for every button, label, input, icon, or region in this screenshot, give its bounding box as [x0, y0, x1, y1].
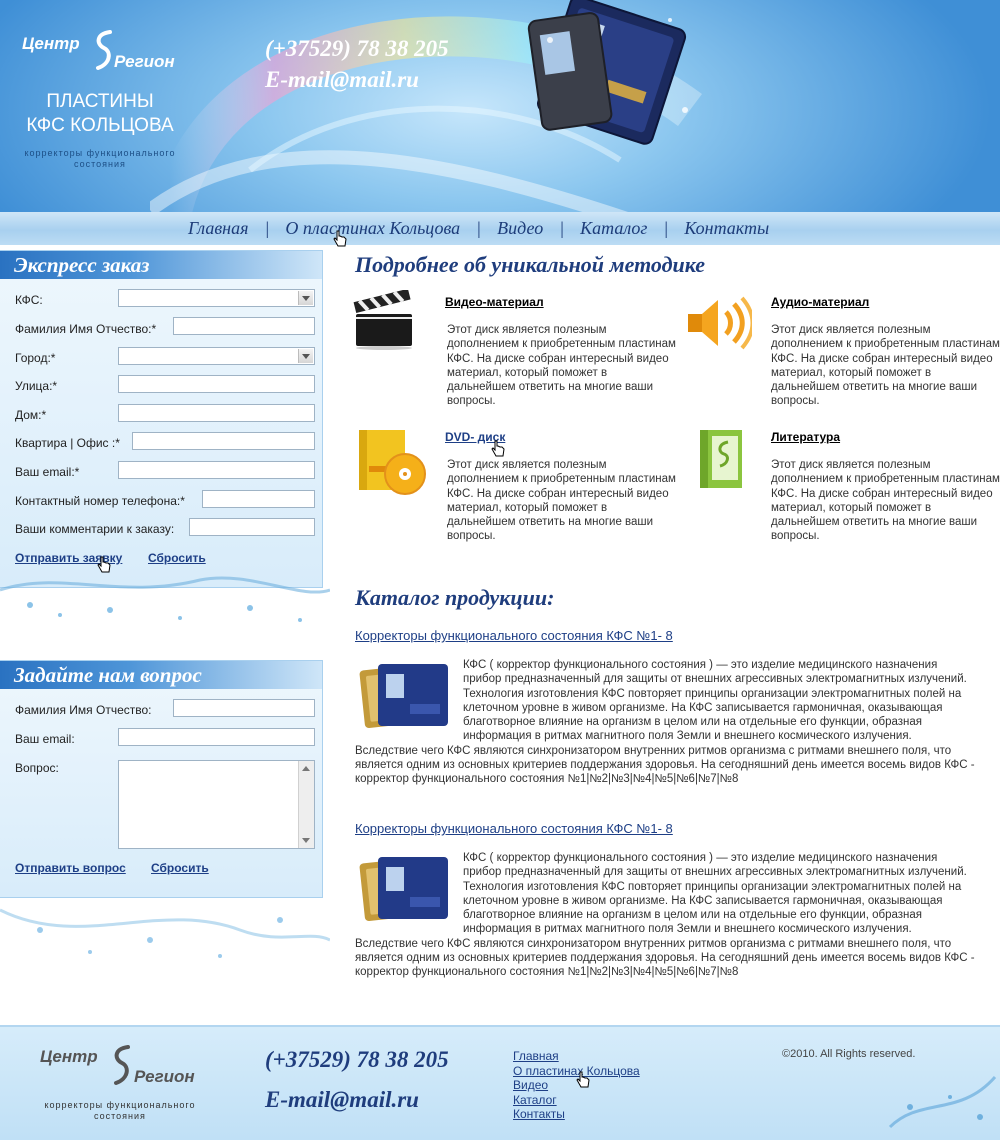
- express-order-header: [0, 251, 322, 279]
- footer-subtitle-line2: состояния: [94, 1111, 146, 1121]
- comments-input[interactable]: [189, 518, 315, 536]
- form-label-street: Улица:*: [15, 379, 58, 393]
- brand-logo[interactable]: [22, 30, 192, 70]
- footer-link-video[interactable]: Видео: [513, 1078, 549, 1092]
- question-label-email: Ваш email:: [15, 732, 75, 746]
- product-description: [355, 658, 975, 787]
- product-image-spacer: [355, 851, 463, 923]
- logo-s-icon: [92, 28, 116, 72]
- site-footer: [0, 1025, 1000, 1140]
- book-icon: [692, 426, 752, 494]
- nav-item-home[interactable]: Главная: [188, 218, 249, 238]
- chevron-down-icon[interactable]: [298, 349, 313, 363]
- question-label-fullname: Фамилия Имя Отчество:: [15, 703, 152, 717]
- water-splash-decoration: [880, 1067, 998, 1137]
- apartment-input[interactable]: [132, 432, 315, 450]
- nav-item-catalog[interactable]: Каталог: [580, 218, 648, 238]
- scrollbar[interactable]: [298, 761, 314, 848]
- question-fullname-input[interactable]: [173, 699, 315, 717]
- reset-order-button[interactable]: Сбросить: [148, 551, 206, 565]
- dvd-box-icon: [355, 426, 430, 498]
- feature-audio-title[interactable]: Аудио-материал: [771, 295, 870, 309]
- feature-literature-text: Этот диск является полезным дополнением к приобретенным пластинам КФС. На диске собран интересный видео материал, который поможет в дальнейшем ответить на многие ваши вопросы.: [771, 459, 1000, 543]
- form-label-phone: Контактный номер телефона:*: [15, 494, 185, 508]
- reset-question-button[interactable]: Сбросить: [151, 861, 209, 875]
- scroll-down-icon[interactable]: [302, 838, 310, 843]
- nav-separator: |: [663, 218, 669, 238]
- copyright: ©2010. All Rights reserved.: [782, 1048, 916, 1060]
- product-title[interactable]: Корректоры функционального состояния КФС №1- 8: [355, 821, 673, 836]
- form-label-house: Дом:*: [15, 408, 47, 422]
- kfs-plates-image: [520, 0, 700, 150]
- footer-link-home[interactable]: Главная: [513, 1049, 559, 1063]
- ask-question-title: Задайте нам вопрос: [14, 663, 202, 687]
- speaker-icon: [682, 294, 752, 352]
- house-input[interactable]: [118, 404, 315, 422]
- footer-logo-word-region: Регион: [134, 1067, 195, 1086]
- brand-subtitle-line1: корректоры функционального: [24, 148, 176, 158]
- hand-cursor-icon: [491, 440, 505, 458]
- question-email-input[interactable]: [118, 728, 315, 746]
- footer-link-contacts[interactable]: Контакты: [513, 1107, 565, 1121]
- site-header: [0, 0, 1000, 212]
- water-splash-decoration: [0, 890, 330, 970]
- question-label-question: Вопрос:: [15, 761, 59, 775]
- footer-link-about-plates[interactable]: О пластинах Кольцова: [513, 1063, 640, 1078]
- brand-title-line2: КФС КОЛЬЦОВА: [26, 115, 174, 136]
- nav-item-contacts[interactable]: Контакты: [684, 218, 770, 238]
- scroll-up-icon[interactable]: [302, 766, 310, 771]
- hand-cursor-icon: [333, 230, 347, 248]
- city-select[interactable]: [118, 347, 315, 365]
- chevron-down-icon[interactable]: [298, 291, 313, 305]
- clapperboard-icon: [352, 290, 418, 350]
- feature-video-title[interactable]: Видео-материал: [445, 295, 544, 309]
- ask-question-header: [0, 661, 322, 689]
- main-nav: [188, 218, 769, 240]
- brand-title: [0, 90, 200, 138]
- nav-separator: |: [476, 218, 482, 238]
- header-phone: (+37529) 78 38 205: [265, 36, 449, 61]
- nav-separator: |: [264, 218, 270, 238]
- footer-email: E-mail@mail.ru: [265, 1087, 419, 1112]
- feature-dvd-text: Этот диск является полезным дополнением к приобретенным пластинам КФС. На диске собран интересный видео материал, который поможет в дальнейшем ответить на многие ваши вопросы.: [447, 459, 676, 543]
- product-description-text: КФС ( корректор функционального состояния ) — это изделие медицинского назначения прибор предназначенный для защиты от внешних агрессивных электромагнитных излучений. Технология изготовления КФС повторяет принципы организации электромагнитных полей на клеточном уровне в живом организме. На КФС записывается гармоничная, оказывающая благотворное влияние на организм в целом или на отдельные его функции, образная информация в ритмах магнитного поля Земли и внешнего космического излучения. Вследствие чего КФС являются синхронизатором внутренних ритмов организма с ритмами внешнего поля, что является одним из основных критериев поддержания здоровья. На сегодняшний день имеется восемь видов КФС - корректор функционального состояния №1|№2|№3|№4|№5|№6|№7|№8: [355, 659, 975, 786]
- footer-link-catalog[interactable]: Каталог: [513, 1092, 557, 1107]
- brand-subtitle: [0, 148, 200, 170]
- logo-word-region: Регион: [114, 52, 175, 71]
- form-label-fullname: Фамилия Имя Отчество:*: [15, 322, 157, 336]
- ask-question-panel: [0, 660, 323, 898]
- hand-cursor-icon: [576, 1071, 590, 1089]
- about-method-heading: Подробнее об уникальной методике: [355, 252, 706, 277]
- footer-subtitle-line1: корректоры функционального: [44, 1100, 196, 1110]
- form-label-city: Город:*: [15, 351, 56, 365]
- nav-item-video[interactable]: Видео: [497, 218, 544, 238]
- feature-literature-title[interactable]: Литература: [771, 430, 841, 444]
- express-order-title: Экспресс заказ: [14, 253, 150, 277]
- nav-separator: |: [559, 218, 565, 238]
- product-image-spacer: [355, 658, 463, 730]
- street-input[interactable]: [118, 375, 315, 393]
- form-label-apartment: Квартира | Офис :*: [15, 436, 120, 450]
- product-description: [355, 851, 975, 980]
- product-description-text: КФС ( корректор функционального состояния ) — это изделие медицинского назначения прибор предназначенный для защиты от внешних агрессивных электромагнитных излучений. Технология изготовления КФС повторяет принципы организации электромагнитных полей на клеточном уровне в живом организме. На КФС записывается гармоничная, оказывающая благотворное влияние на организм в целом или на отдельные его функции, образная информация в ритмах магнитного поля Земли и внешнего космического излучения. Вследствие чего КФС являются синхронизатором внутренних ритмов организма с ритмами внешнего поля, что является одним из основных критериев поддержания здоровья. На сегодняшний день имеется восемь видов КФС - корректор функционального состояния №1|№2|№3|№4|№5|№6|№7|№8: [355, 852, 975, 979]
- logo-word-centr: Центр: [22, 34, 80, 53]
- nav-item-about-plates[interactable]: О пластинах Кольцова: [285, 218, 461, 238]
- logo-s-icon: [110, 1043, 134, 1087]
- footer-phone: (+37529) 78 38 205: [265, 1047, 449, 1072]
- email-input[interactable]: [118, 461, 315, 479]
- express-order-panel: [0, 250, 323, 588]
- water-splash-decoration: [0, 560, 330, 630]
- header-email: E-mail@mail.ru: [265, 67, 419, 92]
- feature-video-text: Этот диск является полезным дополнением к приобретенным пластинам КФС. На диске собран интересный видео материал, который поможет в дальнейшем ответить на многие ваши вопросы.: [447, 324, 676, 408]
- phone-input[interactable]: [202, 490, 315, 508]
- footer-subtitle: [20, 1100, 220, 1122]
- form-label-kfs: КФС:: [15, 293, 43, 307]
- question-textarea[interactable]: [118, 760, 315, 849]
- form-label-email: Ваш email:*: [15, 465, 80, 479]
- feature-dvd-title[interactable]: DVD- диск: [445, 430, 506, 444]
- feature-audio-text: Этот диск является полезным дополнением к приобретенным пластинам КФС. На диске собран интересный видео материал, который поможет в дальнейшем ответить на многие ваши вопросы.: [771, 324, 1000, 408]
- submit-order-button[interactable]: Отправить заявку: [15, 551, 123, 565]
- footer-logo-word-centr: Центр: [40, 1047, 98, 1066]
- main-nav-bar: [0, 212, 1000, 245]
- catalog-heading: Каталог продукции:: [355, 585, 555, 610]
- fullname-input[interactable]: [173, 317, 315, 335]
- brand-title-line1: ПЛАСТИНЫ: [46, 91, 154, 112]
- form-label-comments: Ваши комментарии к заказу:: [15, 522, 175, 536]
- product-title[interactable]: Корректоры функционального состояния КФС №1- 8: [355, 628, 673, 643]
- kfs-select[interactable]: [118, 289, 315, 307]
- submit-question-button[interactable]: Отправить вопрос: [15, 861, 126, 875]
- brand-subtitle-line2: состояния: [74, 159, 126, 169]
